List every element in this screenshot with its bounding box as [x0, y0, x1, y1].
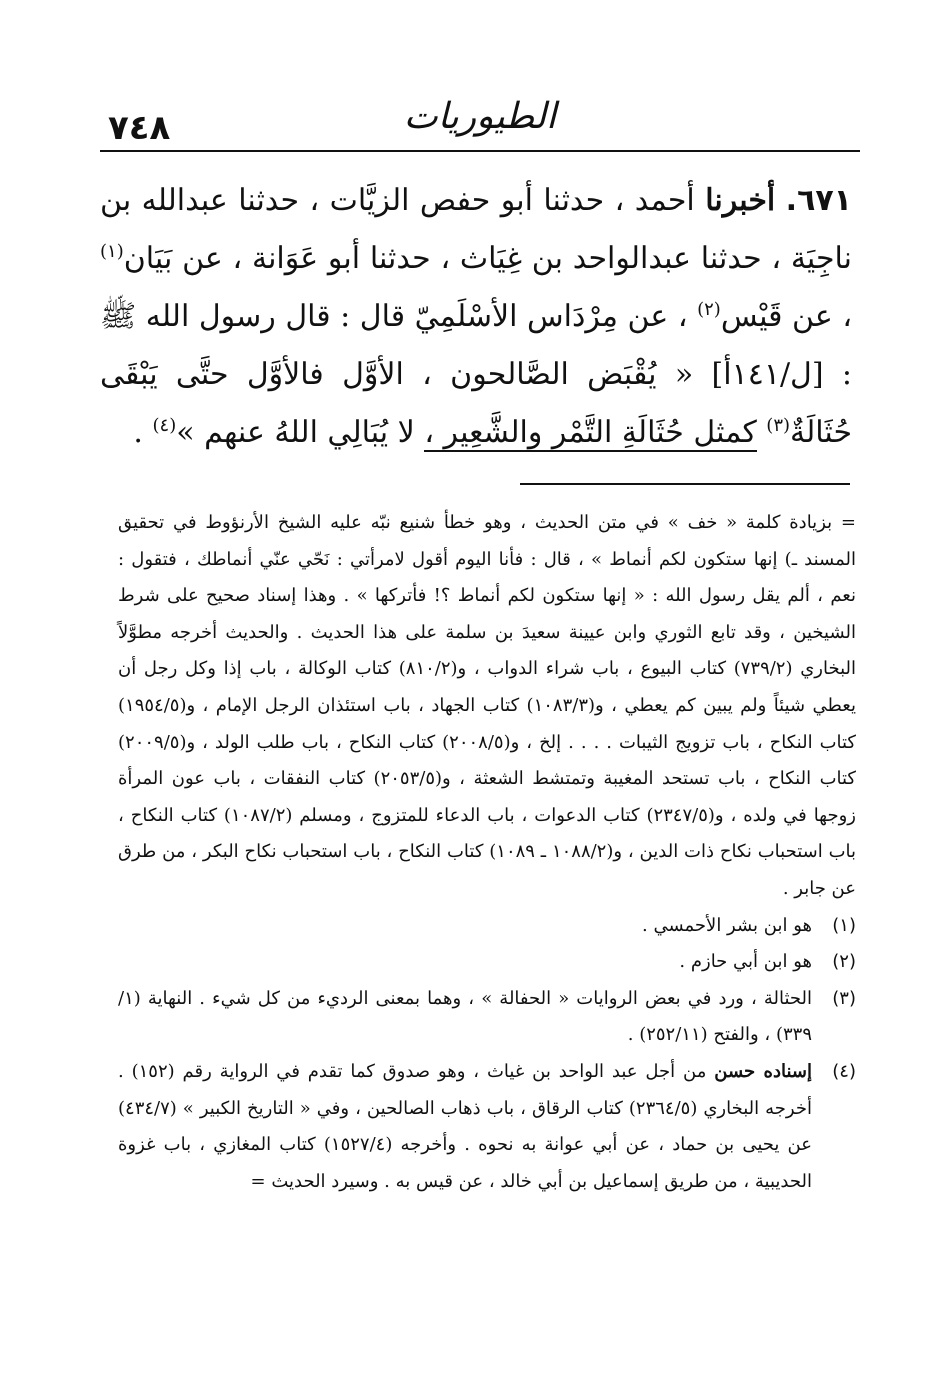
hadith-matn-part-3: لا يُبَالِي اللهُ عنهم »	[176, 415, 415, 450]
footnote-body: الحثالة ، ورد في بعض الروايات « الحفالة » ، وهما بمعنى الرديء من كل شيء . النهاية (١/ ٣٣٩) ، والفتح (٢٥٢/١١) .	[118, 987, 812, 1046]
footnote-text	[118, 981, 812, 1054]
hadith-chain-part-1: أحمد ، حدثنا أبو حفص الزيَّات ، حدثنا عبدالله بن ناجِيَة ، حدثنا عبدالواحد بن غِيَاث ، حدثنا أبو عَوَانة ، عن بَيَان	[100, 183, 852, 276]
hadith-chain-part-2: ، عن قَيْس	[720, 299, 852, 334]
footnote-body: من أجل عبد الواحد بن غياث ، وهو صدوق كما تقدم في الرواية رقم (١٥٢) . أخرجه البخاري (٢٣٦٤/٥) كتاب الرقاق ، باب ذهاب الصالحين ، وفي « التاريخ الكبير » (٤٣٤/٧) عن يحيى بن حماد ، عن أبي عوانة به نحوه . وأخرجه (١٥٢٧/٤) كتاب المغازي ، باب غزوة الحديبية ، من طريق إسماعيل بن أبي خالد ، عن قيس به . وسيرد الحديث =	[118, 1060, 813, 1192]
footnote-lead: إسناده حسن	[714, 1060, 812, 1082]
hadith-text	[100, 172, 852, 462]
footnotes	[118, 505, 856, 1200]
footnote-body: هو ابن أبي حازم .	[679, 951, 812, 973]
page-number: ٧٤٨	[108, 108, 171, 148]
footnote-number: (١)	[832, 914, 856, 936]
hadith-number: ٦٧١.	[785, 183, 852, 218]
hadith-opening-word: أخبرنا	[705, 183, 776, 218]
footnote-2	[118, 944, 856, 981]
footnote-ref-3: (٣)	[766, 415, 791, 436]
footnote-continuation: = بزيادة كلمة « خف » في متن الحديث ، وهو خطأ شنيع نبّه عليه الشيخ الأرنؤوط في تحقيق المسند ـ) إنها ستكون لكم أنماط » ، قال : فأنا اليوم أقول لامرأتي : نَحّي عنّي أنماطك ، فتقول : نعم ، ألم يقل رسول الله : « إنها ستكون لكم أنماط ؟! فأتركها » . وهذا إسناد صحيح على شرط الشيخين ، وقد تابع الثوري وابن عيينة سعيدَ بن سلمة على هذا الحديث . والحديث أخرجه مطوَّلاً البخاري (٧٣٩/٢) كتاب البيوع ، باب شراء الدواب ، و(٨١٠/٢) كتاب الوكالة ، باب إذا وكل رجل أن يعطي شيئاً ولم يبين كم يعطي ، و(١٠٨٣/٣) كتاب الجهاد ، باب استئذان الرجل الإمام ، و(١٩٥٤/٥) كتاب النكاح ، باب تزويج الثيبات . . . . إلخ ، و(٢٠٠٨/٥) كتاب النكاح ، باب طلب الولد ، و(٢٠٠٩/٥) كتاب النكاح ، باب تستحد المغيبة وتمتشط الشعثة ، و(٢٠٥٣/٥) كتاب النفقات ، باب عون المرأة زوجها في ولده ، و(٢٣٤٧/٥) كتاب الدعوات ، باب الدعاء للمتزوج ، ومسلم (١٠٨٧/٢) كتاب النكاح ، باب استحباب نكاح ذات الدين ، و(١٠٨٨/٢ ـ ١٠٨٩) كتاب النكاح ، باب استحباب نكاح البكر ، من طرق عن جابر .	[118, 512, 857, 899]
footnote-separator	[520, 483, 850, 485]
footnote-number: (٢)	[832, 951, 856, 973]
footnote-text	[118, 944, 812, 981]
footnote-1	[118, 908, 856, 945]
footnote-ref-4: (٤)	[152, 415, 177, 436]
hadith-end-mark: .	[133, 415, 143, 450]
footnote-text	[118, 1054, 812, 1200]
footnote-4	[118, 1054, 856, 1200]
footnote-number: (٣)	[832, 987, 856, 1009]
footnote-text	[118, 908, 812, 945]
footnote-ref-1: (١)	[100, 241, 124, 262]
hadith-paragraph	[100, 172, 852, 462]
page-header	[100, 92, 860, 154]
book-title: الطيوريات	[403, 96, 557, 137]
footnote-ref-2: (٢)	[697, 299, 721, 320]
hadith-matn-part-1: ، عن مِرْدَاس الأسْلَمِيّ قال : قال رسول الله ﷺ : [ل/١٤١أ] « يُقْبَض الصَّالحون ، الأوَّل فالأوَّل حتَّى يَبْقَى حُثَالَةٌ	[100, 299, 852, 450]
hadith-matn-underlined	[424, 415, 756, 452]
header-rule	[100, 150, 860, 152]
footnote-3	[118, 981, 856, 1054]
hadith-matn-part-2: كمثل حُثَالَةِ التَّمْر والشَّعِير ،	[424, 415, 757, 450]
footnote-body: هو ابن بشر الأحمسي .	[642, 914, 812, 936]
footnote-number: (٤)	[832, 1060, 856, 1082]
